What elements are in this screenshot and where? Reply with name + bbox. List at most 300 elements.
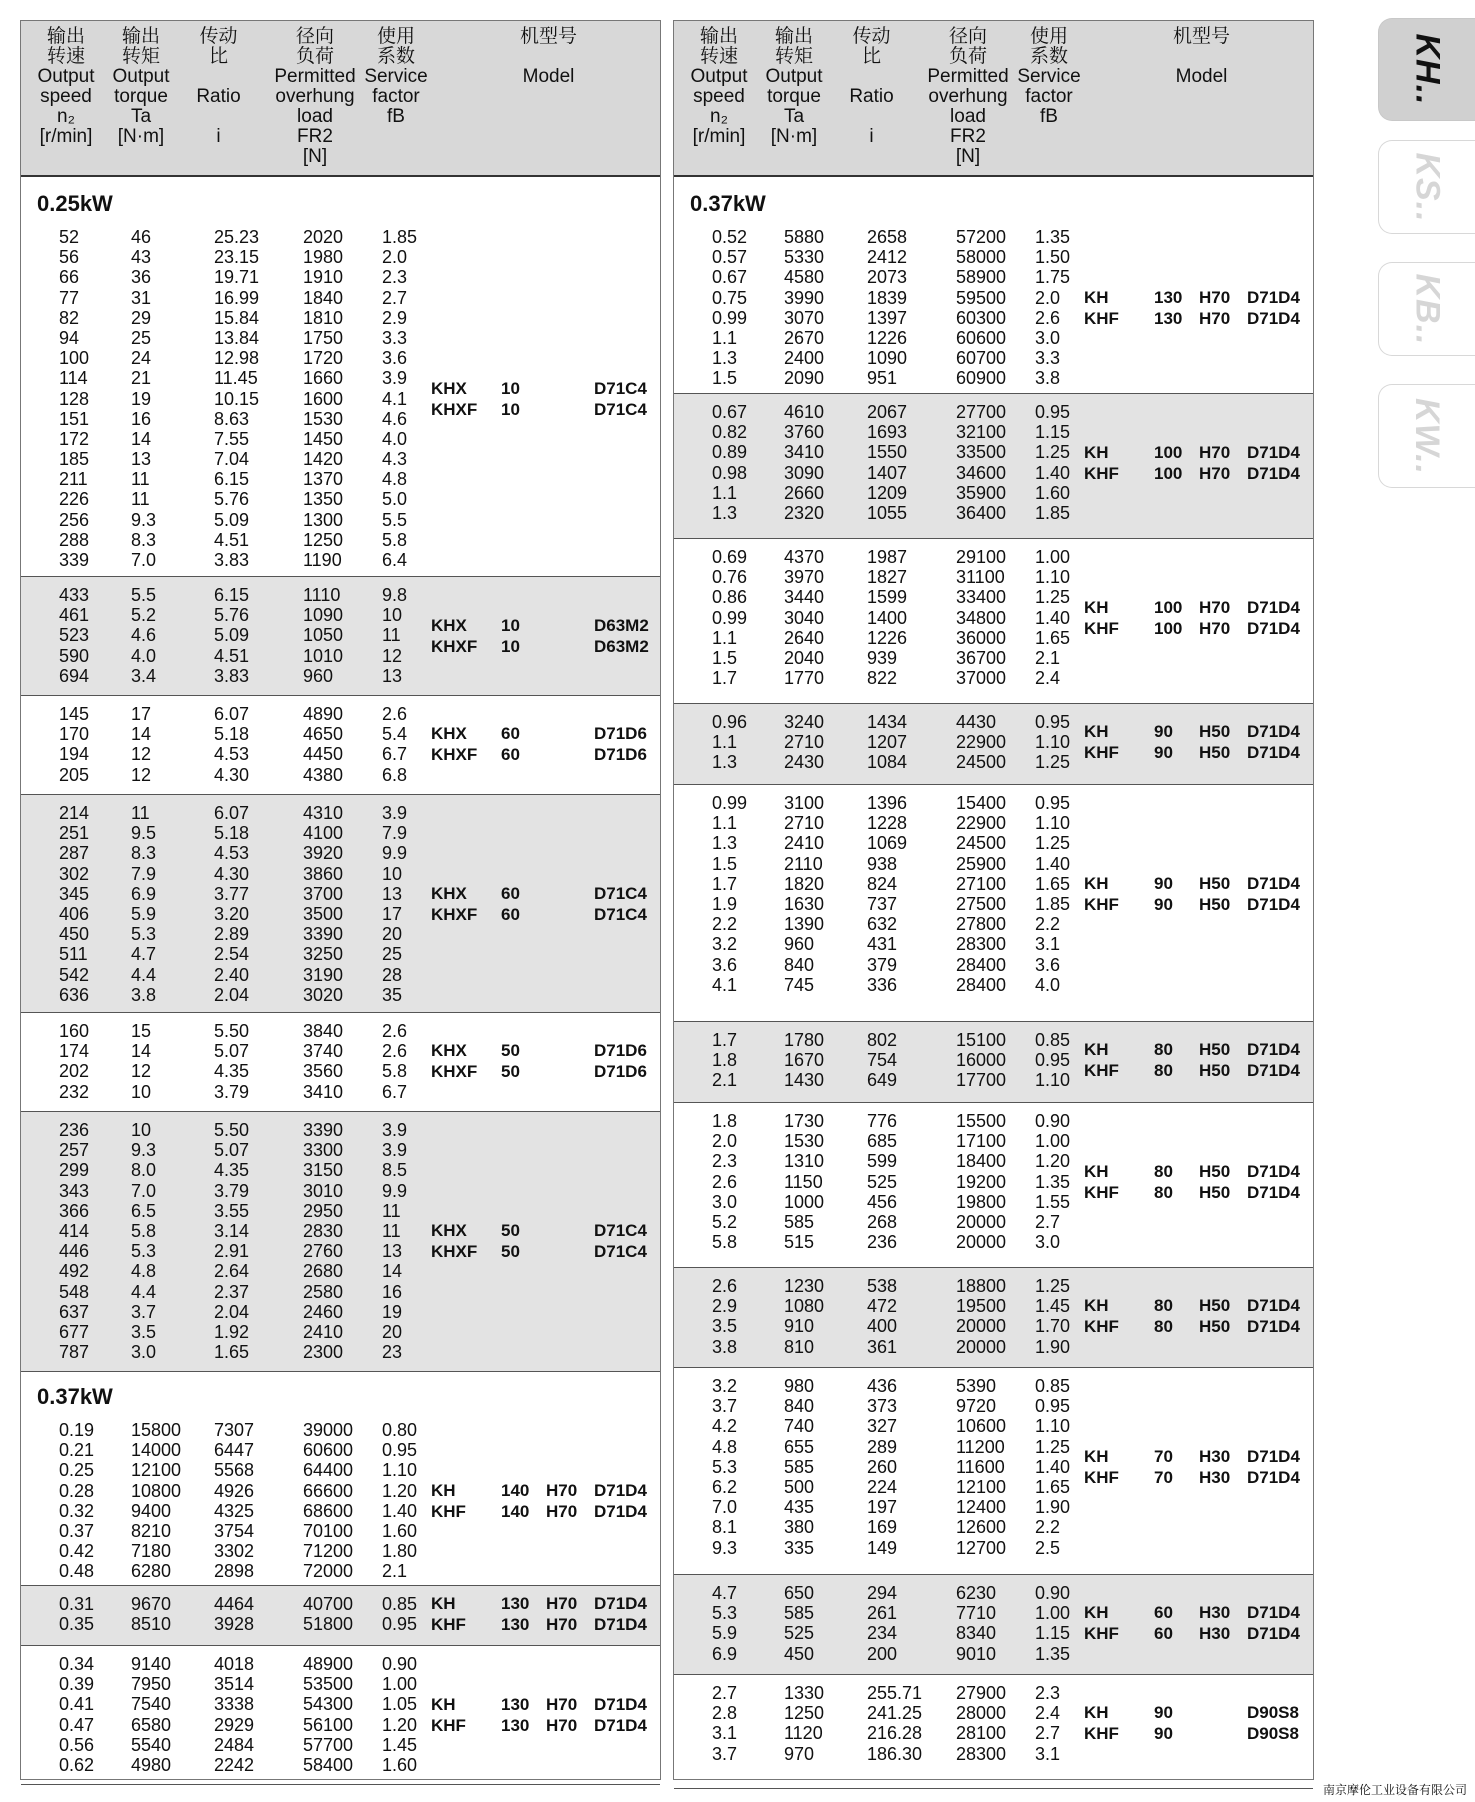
model-part: KH xyxy=(1084,442,1109,462)
cell: 1.10 xyxy=(1035,732,1071,753)
cell: 366 xyxy=(59,1200,90,1221)
cell: 302 xyxy=(59,863,90,884)
table-row xyxy=(674,1337,1313,1357)
cell: 16 xyxy=(131,408,152,429)
cell: 6.7 xyxy=(382,1081,408,1102)
cell: 1.90 xyxy=(1035,1336,1071,1357)
cell: 1250 xyxy=(303,529,344,550)
table-section xyxy=(674,1368,1313,1575)
cell: 232 xyxy=(59,1081,90,1102)
cell: 13.84 xyxy=(214,327,260,348)
cell: 1.15 xyxy=(1035,1623,1071,1644)
cell: 1.5 xyxy=(712,647,738,668)
cell: 216.28 xyxy=(867,1723,923,1744)
cell: 1190 xyxy=(303,550,342,570)
cell: 4.8 xyxy=(712,1436,738,1457)
model-designation xyxy=(674,442,1313,484)
cell: 1150 xyxy=(784,1171,823,1192)
table-row xyxy=(21,1654,660,1674)
cell: 1300 xyxy=(303,509,344,530)
cell: 3100 xyxy=(784,793,825,813)
cell: 28400 xyxy=(956,974,1007,995)
cell: 57700 xyxy=(303,1734,354,1755)
cell: 39000 xyxy=(303,1420,354,1440)
cell: 2410 xyxy=(303,1321,344,1342)
model-part: KH xyxy=(431,1594,456,1614)
cell: 4430 xyxy=(956,712,997,732)
tab-kb[interactable] xyxy=(1378,262,1475,356)
cell: 3.79 xyxy=(214,1180,250,1201)
model-part: KHF xyxy=(1084,1182,1119,1202)
model-part: D71D4 xyxy=(594,1694,647,1714)
cell: 5.8 xyxy=(131,1220,157,1241)
cell: 16000 xyxy=(956,1050,1007,1071)
cell: 1770 xyxy=(784,668,825,689)
cell: 3338 xyxy=(214,1694,255,1715)
cell: 20000 xyxy=(956,1336,1007,1357)
cell: 5.3 xyxy=(712,1456,738,1477)
table-row xyxy=(21,1322,660,1342)
header-en: Output torque Ta [N·m] xyxy=(112,66,170,147)
cell: 19 xyxy=(382,1301,403,1322)
cell: 8.0 xyxy=(131,1160,157,1181)
model-part: H70 xyxy=(546,1715,578,1735)
cell: 4980 xyxy=(131,1754,172,1775)
cell: 13 xyxy=(382,665,403,686)
cell: 71200 xyxy=(303,1541,354,1562)
cell: 523 xyxy=(59,625,90,646)
table-row xyxy=(674,975,1313,995)
cell: 1069 xyxy=(867,833,908,854)
cell: 0.85 xyxy=(382,1594,418,1614)
cell: 1.5 xyxy=(712,853,738,874)
tab-label: KB.. xyxy=(1408,273,1447,345)
cell: 82 xyxy=(59,307,80,328)
cell: 0.41 xyxy=(59,1694,95,1715)
cell: 4.51 xyxy=(214,529,250,550)
table-row xyxy=(674,328,1313,348)
cell: 2460 xyxy=(303,1301,344,1322)
cell: 36400 xyxy=(956,502,1007,523)
cell: 48900 xyxy=(303,1654,354,1674)
cell: 13 xyxy=(382,883,403,904)
model-part: KHF xyxy=(1084,1724,1119,1744)
model-part: D71D4 xyxy=(1247,463,1300,483)
model-line xyxy=(21,904,660,925)
model-designation xyxy=(674,1295,1313,1337)
cell: 56 xyxy=(59,247,80,268)
cell: 169 xyxy=(867,1517,898,1538)
model-line xyxy=(21,1241,660,1262)
model-part: KHF xyxy=(1084,618,1119,638)
cell: 3.6 xyxy=(1035,954,1061,975)
cell: 36000 xyxy=(956,627,1007,648)
cell: 0.85 xyxy=(1035,1376,1071,1396)
cell: 9010 xyxy=(956,1643,997,1664)
cell: 236 xyxy=(867,1232,898,1253)
model-line xyxy=(21,399,660,420)
model-part: H70 xyxy=(546,1594,578,1614)
model-part: KHXF xyxy=(431,745,478,765)
cell: 1693 xyxy=(867,422,908,443)
cell: 2110 xyxy=(784,853,823,874)
cell: 2.37 xyxy=(214,1281,250,1302)
cell: 10 xyxy=(131,1081,152,1102)
cell: 1.25 xyxy=(1035,1436,1071,1457)
cell: 4.30 xyxy=(214,863,250,884)
cell: 6.07 xyxy=(214,704,250,724)
cell: 9.9 xyxy=(382,843,408,864)
cell: 6.15 xyxy=(214,469,250,490)
cell: 5.8 xyxy=(712,1232,738,1253)
model-part: H50 xyxy=(1199,722,1231,742)
cell: 2710 xyxy=(784,732,825,753)
cell: 5.3 xyxy=(131,924,157,945)
model-part: 80 xyxy=(1154,1161,1173,1181)
cell: 0.95 xyxy=(1035,1050,1071,1071)
cell: 33400 xyxy=(956,587,1007,608)
cell: 525 xyxy=(784,1623,815,1644)
cell: 400 xyxy=(867,1316,898,1337)
cell: 27100 xyxy=(956,873,1007,894)
cell: 6.8 xyxy=(382,764,408,785)
cell: 414 xyxy=(59,1220,90,1241)
cell: 1397 xyxy=(867,307,908,328)
cell: 3.0 xyxy=(131,1342,157,1363)
cell: 1.00 xyxy=(382,1674,418,1695)
cell: 5.8 xyxy=(382,529,408,550)
cell: 1084 xyxy=(867,752,908,773)
cell: 29 xyxy=(131,307,152,328)
model-part: D71D4 xyxy=(594,1615,647,1635)
model-part: 80 xyxy=(1154,1061,1173,1081)
cell: 24500 xyxy=(956,833,1007,854)
cell: 1599 xyxy=(867,587,908,608)
column-header xyxy=(31,27,101,147)
cell: 6.9 xyxy=(131,883,157,904)
table-section xyxy=(21,1646,660,1785)
table-row xyxy=(674,1497,1313,1517)
cell: 2300 xyxy=(303,1342,344,1363)
model-part: 100 xyxy=(1154,597,1183,617)
cell: 7710 xyxy=(956,1603,997,1624)
cell: 2.5 xyxy=(1035,1537,1061,1558)
cell: 3010 xyxy=(303,1180,344,1201)
cell: 28 xyxy=(382,964,403,985)
cell: 515 xyxy=(784,1232,815,1253)
model-line xyxy=(674,1161,1313,1182)
table-header xyxy=(21,21,660,177)
model-designation xyxy=(674,287,1313,329)
cell: 0.25 xyxy=(59,1460,95,1481)
cell: 1.92 xyxy=(214,1321,250,1342)
cell: 1.40 xyxy=(1035,462,1071,483)
cell: 27800 xyxy=(956,914,1007,935)
cell: 0.95 xyxy=(382,1614,418,1635)
cell: 6580 xyxy=(131,1714,172,1735)
cell: 3.8 xyxy=(131,984,157,1005)
cell: 1.1 xyxy=(712,813,738,834)
tab-kw[interactable] xyxy=(1378,384,1475,488)
cell: 205 xyxy=(59,764,90,785)
cell: 2830 xyxy=(303,1220,344,1241)
header-en: Service factor fB xyxy=(364,66,428,127)
cell: 25900 xyxy=(956,853,1007,874)
cell: 3.14 xyxy=(214,1220,250,1241)
cell: 0.99 xyxy=(712,793,748,813)
cell: 1530 xyxy=(784,1131,825,1152)
cell: 649 xyxy=(867,1070,898,1091)
table-row xyxy=(21,1460,660,1480)
header-zh: 输出 转速 xyxy=(46,26,85,67)
cell: 1780 xyxy=(784,1030,825,1050)
cell: 1.3 xyxy=(712,752,738,773)
column-header xyxy=(1114,27,1289,87)
model-designation xyxy=(21,1694,660,1736)
cell: 585 xyxy=(784,1603,815,1624)
model-part: D63M2 xyxy=(594,615,649,635)
tab-ks[interactable] xyxy=(1378,140,1475,234)
model-line xyxy=(674,1295,1313,1316)
cell: 4.1 xyxy=(382,388,408,409)
cell: 4.7 xyxy=(131,944,157,965)
cell: 4926 xyxy=(214,1480,255,1501)
model-part: KH xyxy=(1084,287,1109,307)
cell: 7.55 xyxy=(214,428,250,449)
cell: 0.37 xyxy=(59,1520,95,1541)
table-row xyxy=(674,567,1313,587)
column-header xyxy=(759,27,829,147)
model-part: 90 xyxy=(1154,743,1173,763)
model-line xyxy=(674,1723,1313,1744)
table-row xyxy=(674,934,1313,954)
cell: 19200 xyxy=(956,1171,1007,1192)
model-part: 80 xyxy=(1154,1040,1173,1060)
header-zh: 径向 负荷 xyxy=(948,26,987,67)
cell: 2242 xyxy=(214,1754,255,1775)
cell: 72000 xyxy=(303,1561,354,1582)
cell: 0.99 xyxy=(712,307,748,328)
table-row xyxy=(674,227,1313,247)
cell: 5.07 xyxy=(214,1041,250,1062)
table-row xyxy=(674,668,1313,688)
model-part: KH xyxy=(1084,1603,1109,1623)
cell: 186.30 xyxy=(867,1743,923,1764)
cell: 8210 xyxy=(131,1520,172,1541)
model-part: 90 xyxy=(1154,1703,1173,1723)
cell: 5.9 xyxy=(712,1623,738,1644)
cell: 3514 xyxy=(214,1674,255,1695)
model-part: D71C4 xyxy=(594,1242,647,1262)
cell: 60600 xyxy=(956,327,1007,348)
cell: 6.07 xyxy=(214,803,250,823)
power-label: 0.37kW xyxy=(690,191,766,216)
model-line xyxy=(21,378,660,399)
cell: 5.07 xyxy=(214,1140,250,1161)
cell: 1670 xyxy=(784,1050,825,1071)
table-section xyxy=(21,696,660,795)
model-part: KHX xyxy=(431,615,467,635)
cell: 3740 xyxy=(303,1041,344,1062)
cell: 11 xyxy=(131,489,150,510)
cell: 13 xyxy=(131,449,152,470)
model-part: D71D4 xyxy=(594,1501,647,1521)
cell: 1080 xyxy=(784,1296,825,1317)
cell: 2710 xyxy=(784,813,825,834)
cell: 17100 xyxy=(956,1131,1007,1152)
table-row xyxy=(21,449,660,469)
cell: 2.64 xyxy=(214,1261,250,1282)
cell: 3990 xyxy=(784,287,825,308)
cell: 2.1 xyxy=(382,1561,408,1582)
model-line xyxy=(21,1715,660,1736)
table-row xyxy=(674,1111,1313,1131)
table-row xyxy=(674,1212,1313,1232)
table-section xyxy=(674,1103,1313,1268)
cell: 4.51 xyxy=(214,645,250,666)
table-row xyxy=(674,422,1313,442)
column-header xyxy=(684,27,754,147)
cell: 94 xyxy=(59,327,80,348)
cell: 6447 xyxy=(214,1440,255,1461)
cell: 1.65 xyxy=(1035,627,1071,648)
cell: 34800 xyxy=(956,607,1007,628)
table-row xyxy=(21,585,660,605)
cell: 5540 xyxy=(131,1734,172,1755)
cell: 34600 xyxy=(956,462,1007,483)
table-row xyxy=(674,1644,1313,1664)
cell: 1.50 xyxy=(1035,247,1071,268)
header-en: Permitted overhung load FR2 [N] xyxy=(274,66,356,167)
cell: 3.77 xyxy=(214,883,250,904)
cell: 6.4 xyxy=(382,550,408,570)
cell: 7.0 xyxy=(712,1497,738,1518)
cell: 2.3 xyxy=(382,267,408,288)
cell: 10800 xyxy=(131,1480,182,1501)
model-part: KHX xyxy=(431,1041,467,1061)
model-part: H50 xyxy=(1199,743,1231,763)
cell: 2660 xyxy=(784,482,825,503)
model-part: D71D4 xyxy=(1247,722,1300,742)
cell: 18400 xyxy=(956,1151,1007,1172)
cell: 1840 xyxy=(303,287,344,308)
model-part: 130 xyxy=(1154,308,1183,328)
cell: 0.75 xyxy=(712,287,748,308)
cell: 12400 xyxy=(956,1497,1007,1518)
table-section xyxy=(674,704,1313,785)
cell: 345 xyxy=(59,883,90,904)
cell: 450 xyxy=(784,1643,815,1664)
table-row xyxy=(674,267,1313,287)
model-designation xyxy=(21,883,660,925)
cell: 1.1 xyxy=(712,732,738,753)
model-line xyxy=(21,883,660,904)
model-part: KHF xyxy=(1084,308,1119,328)
header-zh: 径向 负荷 xyxy=(295,26,334,67)
model-part: 80 xyxy=(1154,1296,1173,1316)
model-part: D71D4 xyxy=(594,1715,647,1735)
cell: 1.60 xyxy=(1035,482,1071,503)
cell: 939 xyxy=(867,647,898,668)
cell: 0.95 xyxy=(1035,1396,1071,1417)
cell: 2.6 xyxy=(382,1041,408,1062)
cell: 1400 xyxy=(867,607,908,628)
cell: 3.8 xyxy=(712,1336,738,1357)
model-line xyxy=(674,721,1313,742)
model-part: KHXF xyxy=(431,399,478,419)
cell: 60700 xyxy=(956,348,1007,369)
model-part: D71D4 xyxy=(1247,1446,1300,1466)
cell: 260 xyxy=(867,1456,898,1477)
cell: 1207 xyxy=(867,732,908,753)
cell: 43 xyxy=(131,247,152,268)
cell: 0.67 xyxy=(712,402,748,422)
cell: 4.0 xyxy=(382,428,408,449)
cell: 200 xyxy=(867,1643,898,1664)
table-row xyxy=(21,1420,660,1440)
cell: 5.09 xyxy=(214,625,250,646)
cell: 3.3 xyxy=(1035,348,1061,369)
cell: 8.3 xyxy=(131,843,157,864)
tab-kh[interactable] xyxy=(1378,18,1475,121)
cell: 4.0 xyxy=(131,645,157,666)
cell: 0.76 xyxy=(712,567,748,588)
cell: 4.53 xyxy=(214,744,250,765)
cell: 3.79 xyxy=(214,1081,250,1102)
cell: 4.4 xyxy=(131,1281,157,1302)
cell: 7.04 xyxy=(214,449,250,470)
cell: 0.32 xyxy=(59,1500,95,1521)
cell: 5.2 xyxy=(712,1211,738,1232)
model-part: 60 xyxy=(501,724,520,744)
model-line xyxy=(21,1593,660,1614)
cell: 170 xyxy=(59,724,90,745)
cell: 9670 xyxy=(131,1594,172,1614)
model-line xyxy=(21,1040,660,1061)
cell: 2073 xyxy=(867,267,908,288)
cell: 23 xyxy=(382,1342,403,1363)
table-row xyxy=(21,1261,660,1281)
cell: 11 xyxy=(382,1200,401,1221)
cell: 1.00 xyxy=(1035,1603,1071,1624)
cell: 2898 xyxy=(214,1561,255,1582)
model-part: 130 xyxy=(501,1694,530,1714)
table-row xyxy=(21,1302,660,1322)
cell: 0.67 xyxy=(712,267,748,288)
table-row xyxy=(21,308,660,328)
model-part: KHF xyxy=(1084,1624,1119,1644)
cell: 3.4 xyxy=(131,665,157,686)
cell: 1660 xyxy=(303,368,344,389)
table-row xyxy=(21,1160,660,1180)
cell: 46 xyxy=(131,227,152,247)
table-row xyxy=(674,813,1313,833)
model-part: 130 xyxy=(1154,287,1183,307)
table-header xyxy=(674,21,1313,177)
cell: 0.69 xyxy=(712,547,748,567)
cell: 1226 xyxy=(867,327,908,348)
header-zh: 传动 比 xyxy=(852,26,891,67)
model-part: D71D4 xyxy=(1247,1161,1300,1181)
cell: 226 xyxy=(59,489,90,510)
cell: 1228 xyxy=(867,813,908,834)
cell: 15.84 xyxy=(214,307,260,328)
cell: 5.18 xyxy=(214,823,250,844)
model-part: KH xyxy=(431,1694,456,1714)
model-line xyxy=(674,1602,1313,1623)
cell: 1.35 xyxy=(1035,1643,1071,1664)
cell: 1.90 xyxy=(1035,1497,1071,1518)
